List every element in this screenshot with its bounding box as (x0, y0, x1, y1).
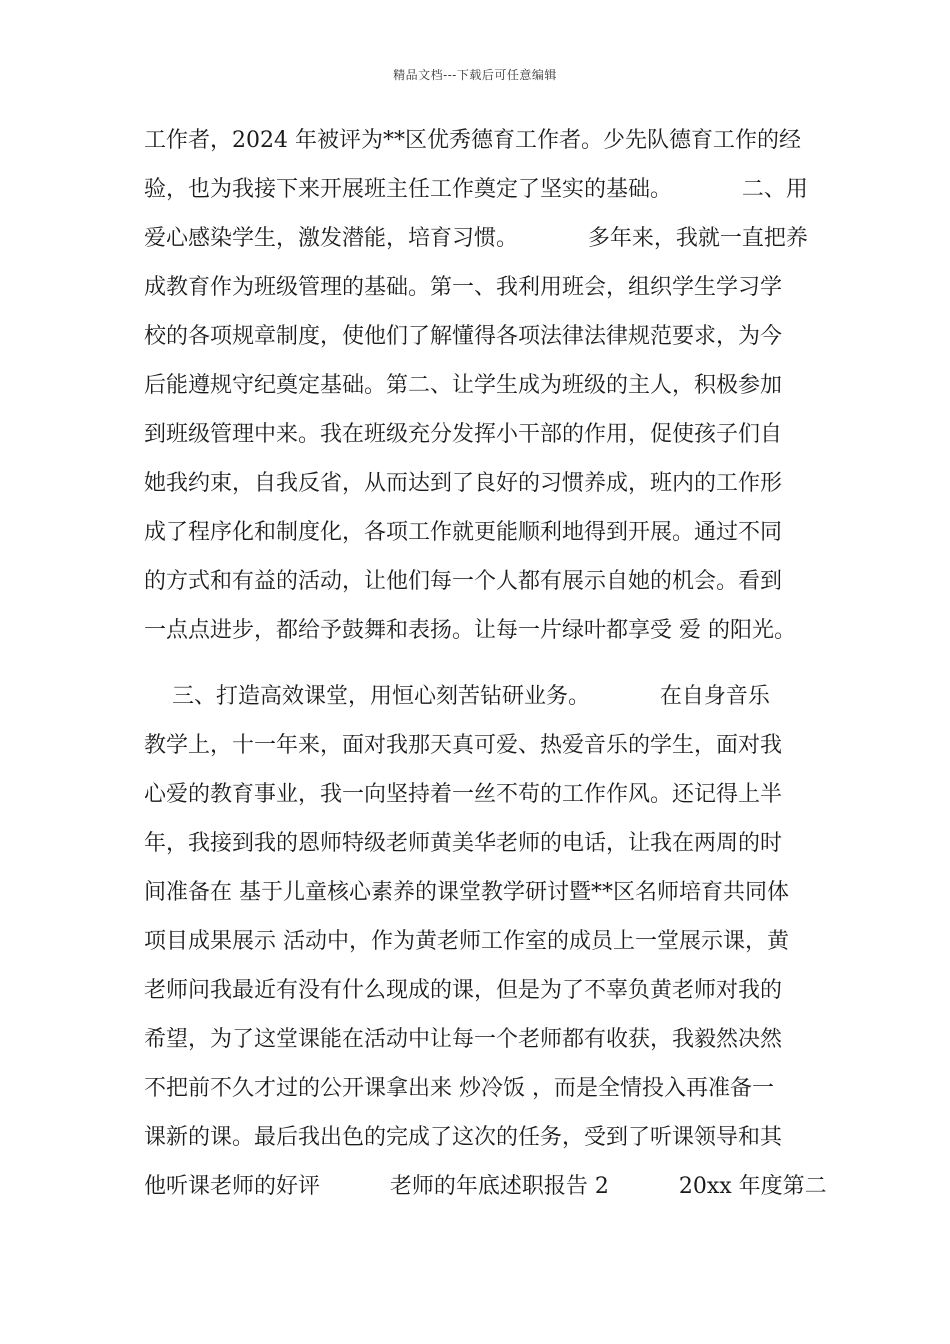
text-line: 他听课老师的好评 老师的年底述职报告 2 20xx 年度第二 (144, 1174, 827, 1199)
text-line: 年，我接到我的恩师特级老师黄美华老师的电话，让我在两周的时 (144, 831, 783, 856)
text-line: 她我约束，自我反省，从而达到了良好的习惯养成，班内的工作形 (144, 471, 783, 496)
page-header: 精品文档---下载后可任意编辑 (393, 68, 557, 82)
text-line: 不把前不久才过的公开课拿出来 炒冷饭 ，而是全情投入再准备一 (144, 1076, 774, 1101)
text-line: 成了程序化和制度化，各项工作就更能顺利地得到开展。通过不同 (144, 520, 783, 545)
text-line: 一点点进步，都给予鼓舞和表扬。让每一片绿叶都享受 爱 的阳光。 (144, 618, 796, 643)
text-line: 校的各项规章制度，使他们了解懂得各项法律法律规范要求，为今 (144, 324, 783, 349)
text-line: 成教育作为班级管理的基础。第一、我利用班会，组织学生学习学 (144, 275, 783, 300)
text-line: 项目成果展示 活动中，作为黄老师工作室的成员上一堂展示课，黄 (144, 929, 789, 954)
text-line: 心爱的教育事业，我一向坚持着一丝不苟的工作作风。还记得上半 (144, 782, 783, 807)
text-line: 的方式和有益的活动，让他们每一个人都有展示自她的机会。看到 (144, 569, 783, 594)
text-line: 教学上，十一年来，面对我那天真可爱、热爱音乐的学生，面对我 (144, 733, 783, 758)
text-line: 爱心感染学生，激发潜能，培育习惯。 多年来，我就一直把养 (144, 226, 808, 251)
text-line: 课新的课。最后我出色的完成了这次的任务，受到了听课领导和其 (144, 1125, 783, 1150)
text-line: 工作者，2024 年被评为**区优秀德育工作者。少先队德育工作的经 (144, 128, 801, 153)
text-line: 后能遵规守纪奠定基础。第二、让学生成为班级的主人，积极参加 (144, 373, 783, 398)
text-line: 三、打造高效课堂，用恒心刻苦钻研业务。 在自身音乐 (144, 684, 770, 709)
text-line: 到班级管理中来。我在班级充分发挥小干部的作用，促使孩子们自 (144, 422, 783, 447)
text-line: 老师问我最近有没有什么现成的课，但是为了不辜负黄老师对我的 (144, 978, 783, 1003)
text-line: 间准备在 基于儿童核心素养的课堂教学研讨暨**区名师培育共同体 (144, 880, 789, 905)
text-line: 验，也为我接下来开展班主任工作奠定了坚实的基础。 二、用 (144, 177, 808, 202)
text-line: 希望，为了这堂课能在活动中让每一个老师都有收获，我毅然决然 (144, 1027, 783, 1052)
